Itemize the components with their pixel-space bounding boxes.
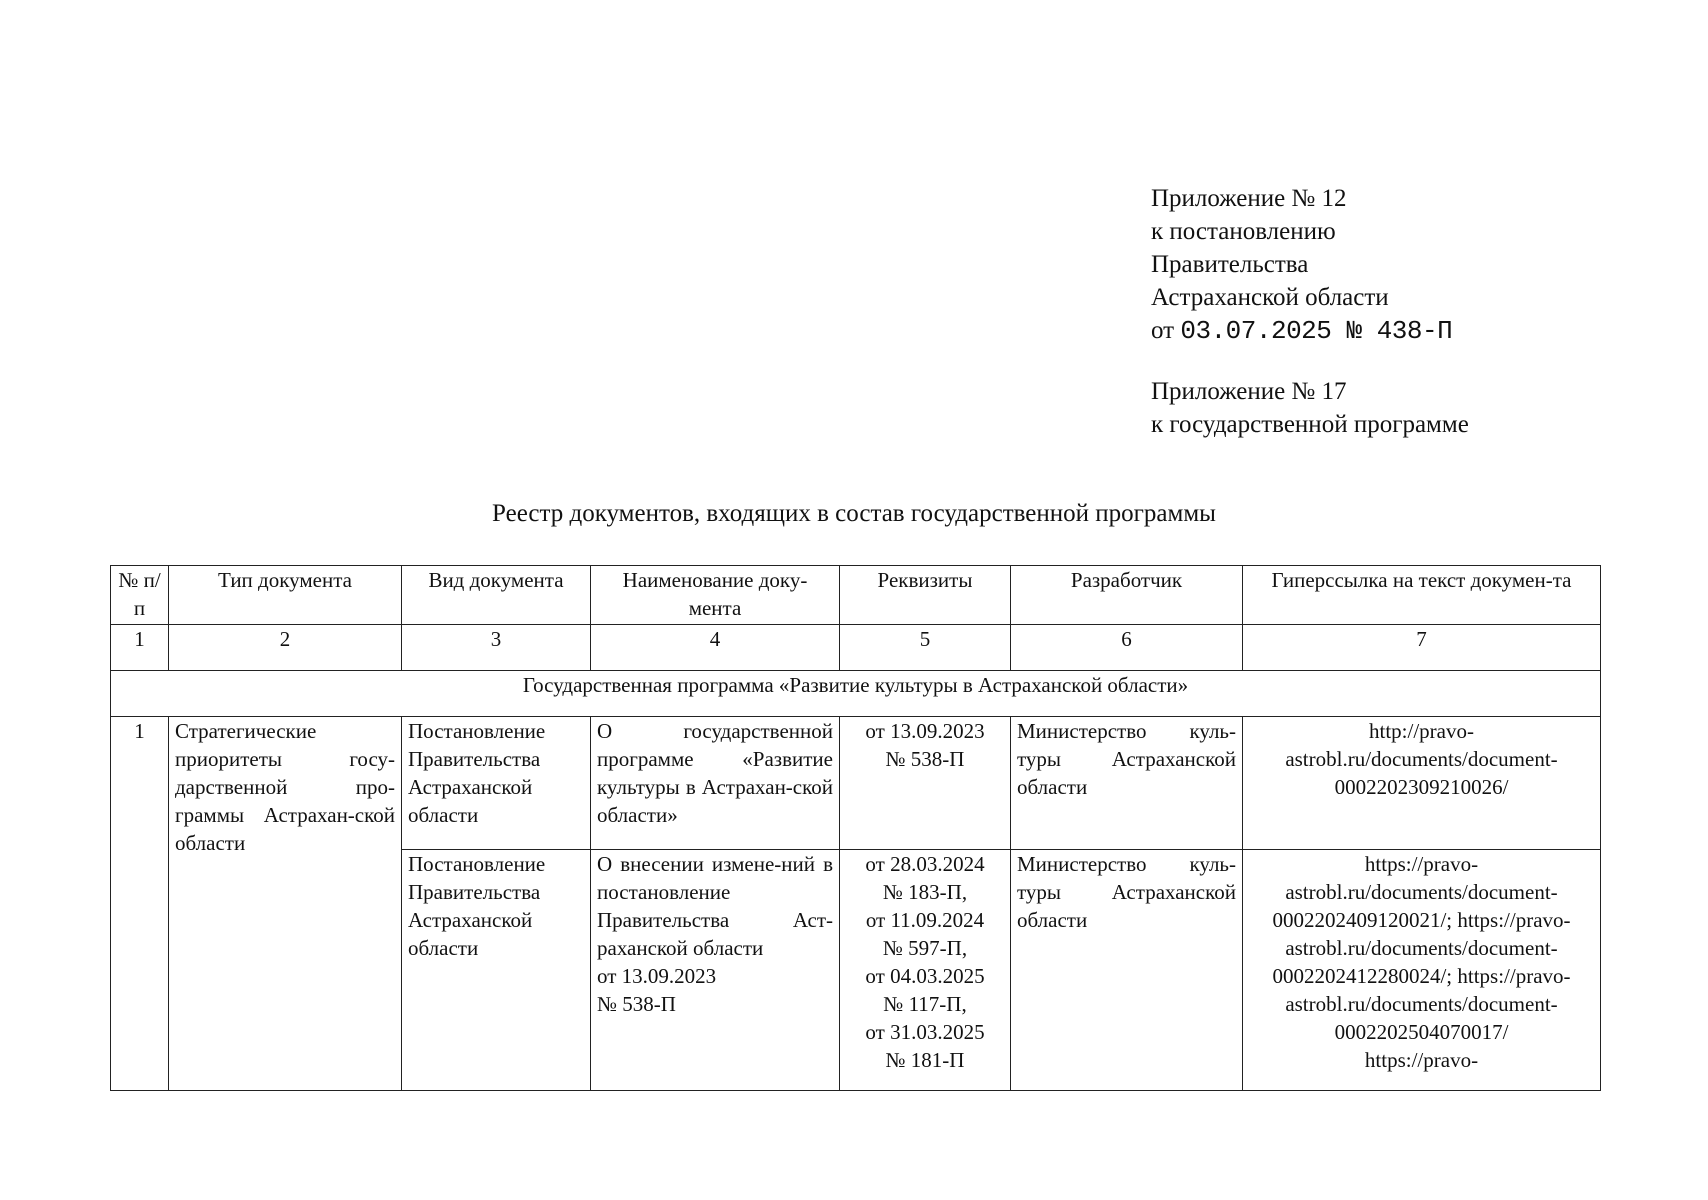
- resolution-number: 03.07.2025 № 438-П: [1180, 316, 1453, 346]
- appendix-date-line: [1151, 314, 1469, 348]
- details-line: № 183-П,: [882, 880, 968, 904]
- header-row: [111, 566, 1601, 625]
- details-line: № 117-П,: [883, 992, 967, 1016]
- header-cell: № п/п: [111, 566, 169, 625]
- header-cell: Наименование доку-мента: [591, 566, 840, 625]
- date-prefix: от: [1151, 317, 1175, 344]
- details-line: от 11.09.2024: [865, 908, 985, 932]
- hyperlink-text[interactable]: https://pravo-: [1364, 1048, 1479, 1072]
- appendix-line: к постановлению: [1151, 218, 1336, 245]
- appendix-line: Астраханской области: [1151, 284, 1389, 311]
- row-number: 1: [111, 717, 169, 1091]
- column-number: 4: [591, 625, 840, 671]
- hyperlink-text[interactable]: 0002202412280024/; https://pravo-: [1272, 964, 1571, 988]
- details-line: № 181-П: [885, 1048, 965, 1072]
- column-number: 7: [1243, 625, 1601, 671]
- document-name-number: № 538-П: [597, 992, 676, 1016]
- program-title-row: [111, 671, 1601, 717]
- developer: Министерство куль-туры Астраханской области: [1011, 717, 1243, 850]
- document-type: Стратегические приоритеты госу-дарственной про-граммы Астрахан-ской области: [169, 717, 402, 1091]
- document-title: Реестр документов, входящих в состав государственной программы: [492, 500, 1216, 527]
- hyperlink-text[interactable]: astrobl.ru/documents/document-: [1285, 936, 1558, 960]
- column-number: 6: [1011, 625, 1243, 671]
- hyperlink-text[interactable]: http://pravo-: [1369, 719, 1474, 743]
- document-name: [591, 850, 840, 1091]
- appendix-block: [1151, 182, 1469, 441]
- details-line: от 04.03.2025: [865, 964, 985, 988]
- appendix-line: Приложение № 17: [1151, 378, 1347, 405]
- document-kind: Постановление Правительства Астраханской области: [402, 717, 591, 850]
- table-row: [111, 717, 1601, 850]
- spacer: [1151, 348, 1469, 375]
- details-line: № 597-П,: [882, 936, 968, 960]
- column-number: 3: [402, 625, 591, 671]
- details-line: № 538-П: [885, 747, 965, 771]
- document-name: О государственной программе «Развитие культуры в Астрахан-ской области»: [591, 717, 840, 850]
- appendix-line: Приложение № 12: [1151, 185, 1347, 212]
- hyperlink-text[interactable]: 0002202504070017/: [1334, 1020, 1509, 1044]
- hyperlink-text[interactable]: astrobl.ru/documents/document-: [1285, 880, 1558, 904]
- header-cell: Тип документа: [169, 566, 402, 625]
- hyperlink-cell: [1243, 717, 1601, 850]
- hyperlink-text[interactable]: https://pravo-: [1364, 852, 1479, 876]
- details-line: от 13.09.2023: [865, 719, 985, 743]
- column-number-row: [111, 625, 1601, 671]
- program-title: Государственная программа «Развитие культуры в Астраханской области»: [111, 671, 1601, 717]
- details-line: от 31.03.2025: [865, 1020, 985, 1044]
- header-cell: Разработчик: [1011, 566, 1243, 625]
- document-details: [840, 717, 1011, 850]
- details-line: от 28.03.2024: [865, 852, 985, 876]
- appendix-line: Правительства: [1151, 251, 1309, 278]
- hyperlink-cell: [1243, 850, 1601, 1091]
- document-kind: Постановление Правительства Астраханской области: [402, 850, 591, 1091]
- document-name-date: от 13.09.2023: [597, 964, 717, 988]
- hyperlink-text[interactable]: 0002202309210026/: [1334, 775, 1509, 799]
- column-number: 5: [840, 625, 1011, 671]
- document-details: [840, 850, 1011, 1091]
- column-number: 2: [169, 625, 402, 671]
- document-name-text: О внесении измене-ний в постановление Правительства Аст-раханской области: [597, 852, 833, 960]
- developer: Министерство куль-туры Астраханской области: [1011, 850, 1243, 1091]
- header-cell: Гиперссылка на текст докумен-та: [1243, 566, 1601, 625]
- hyperlink-text[interactable]: astrobl.ru/documents/document-: [1285, 992, 1558, 1016]
- hyperlink-text[interactable]: astrobl.ru/documents/document-: [1285, 747, 1558, 771]
- appendix-line: к государственной программе: [1151, 411, 1469, 438]
- registry-table: [110, 565, 1601, 1091]
- column-number: 1: [111, 625, 169, 671]
- header-cell: Вид документа: [402, 566, 591, 625]
- hyperlink-text[interactable]: 0002202409120021/; https://pravo-: [1272, 908, 1571, 932]
- header-cell: Реквизиты: [840, 566, 1011, 625]
